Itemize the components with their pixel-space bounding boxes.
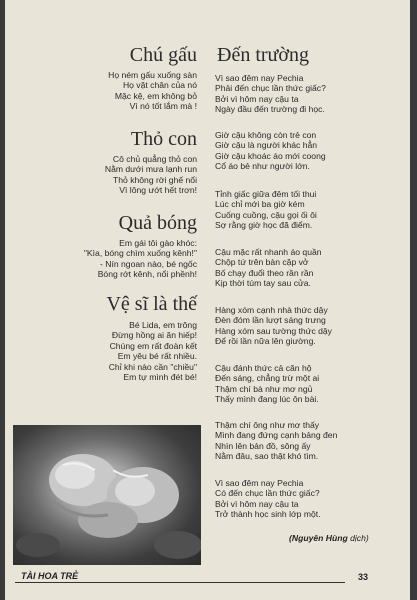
poem-line: Cậu đánh thức cả căn hộ [215,363,312,373]
magazine-name: TÀI HOA TRẺ [21,571,79,581]
poem-line: Có đến chục lần thức giấc? [215,488,320,499]
poem-line: Vì sao đêm nay Pechia [215,73,304,83]
stanza [215,130,326,172]
poem-line: Thậm chí ông như mơ thấy [215,420,320,430]
poem-line: Giờ cậu không còn trẻ con [215,130,317,140]
poem-line: Nhìn lên bản đồ, sông ấy [215,440,311,451]
poem-line: Cô chủ quẳng thỏ con [112,154,197,164]
poem-line: Thậm chí bà như mơ ngủ [215,383,313,394]
stanza [215,305,332,347]
poem-line: Họ ném gấu xuống sàn [108,70,197,80]
poem-line: Em yêu bé rất nhiều. [117,351,197,362]
poem-title-qua-bong: Quả bóng [118,212,197,234]
poem-line: Sợ rằng giờ học đã điểm. [215,220,313,231]
stanza [215,478,321,520]
poem-line: Để rồi lần nữa lên giường. [215,336,316,347]
poem-line: Chộp tứ trên bàn cặp vở [215,257,309,268]
poem-line: Trở thành học sinh lớp một. [215,509,321,520]
poem-line: "Kìa, bóng chìm xuống kênh!" [83,248,197,259]
stanza [215,420,337,462]
poem-line: Nằm dưới mưa lạnh run [104,164,197,175]
translator-suffix: dịch) [347,533,369,543]
poem-body-tho-con [105,154,197,196]
poem-body-ve-si [109,320,197,382]
magazine-page [5,0,410,600]
poem-line: Họ vặt chân của nó [122,80,197,91]
poem-line: Hàng xóm sau tường thức dậy [215,325,332,336]
poem-line: Mặc kệ, em không bỏ [114,90,197,101]
poem-line: Kịp thời túm tay sau cửa. [215,278,311,289]
translator-credit [289,533,369,543]
stanza [215,363,319,405]
poem-line: Bởi vì hôm nay cậu ta [215,498,299,509]
poem-line: Bởi vì hôm nay cậu ta [215,93,299,104]
poem-line: Vì sao đêm nay Pechia [215,478,304,488]
poem-line: Cậu mặc rất nhanh áo quần [215,247,322,257]
poem-line: Hàng xóm cạnh nhà thức dậy [215,305,328,315]
poem-line: Đèn đóm lần lượt sáng trưng [215,315,326,326]
poem-line: Vì lông ướt hết trơn! [119,185,197,196]
footer-rule [15,582,345,583]
poem-line: Bóng rớt kênh, nổi phềnh! [97,269,197,280]
poem-line: Đừng hồng ai ăn hiếp! [111,330,197,341]
rose-illustration [13,425,201,565]
poem-line: Giờ cậu là người khác hẳn [215,140,318,151]
poem-line: - Nín ngoan nào, bé ngốc [100,258,197,269]
poem-line: Em tự mình đét bé! [123,372,197,383]
poem-line: Chúng em rất đoàn kết [109,340,197,351]
poem-line: Ngày đầu đến trường đi học. [215,104,325,115]
poem-line: Cuống cuồng, cậu gọi ối ôi [215,209,317,220]
poem-body-chu-gau [108,70,197,112]
poem-body-qua-bong [84,238,197,280]
translator-name: (Nguyên Hùng [289,533,348,543]
poem-title-chu-gau: Chú gấu [129,44,197,66]
poem-title-tho-con: Thỏ con [130,128,197,150]
poem-line: Đến sáng, chẳng trừ một ai [215,373,320,384]
poem-line: Mình đang đứng cạnh bảng đen [215,430,338,441]
stanza [215,189,317,231]
poem-line: Phải đến chục lần thức giấc? [215,83,326,94]
poem-line: Chỉ khi nào cần "chiều" [108,361,197,372]
poem-line: Thấy mình đang lúc ôn bài. [215,394,319,405]
poem-line: Nằm đâu, sao thật khó tìm. [215,451,319,462]
poem-line: Vì nó tốt lắm mà ! [129,101,197,112]
poem-title-ve-si: Vệ sĩ là thế [106,293,197,315]
stanza [215,73,326,115]
poem-line: Tỉnh giấc giữa đêm tối thui [215,189,317,199]
poem-line: Lúc chỉ mới ba giờ kém [215,199,305,210]
poem-line: Thỏ không rời ghế nổi [113,174,197,185]
poem-title-den-truong: Đến trường [217,44,309,66]
stanza [215,247,322,289]
poem-line: Bố chạy đuổi theo rần rần [215,267,314,278]
page-number: 33 [357,572,368,582]
poem-line: Bé Lida, em trông [129,320,197,330]
rose-photo [13,425,201,565]
poem-line: Cổ áo bẻ như người lớn. [215,161,310,172]
poem-line: Giờ cậu khoác áo mới coong [215,150,326,161]
poem-line: Em gái tôi gào khóc: [119,238,197,248]
